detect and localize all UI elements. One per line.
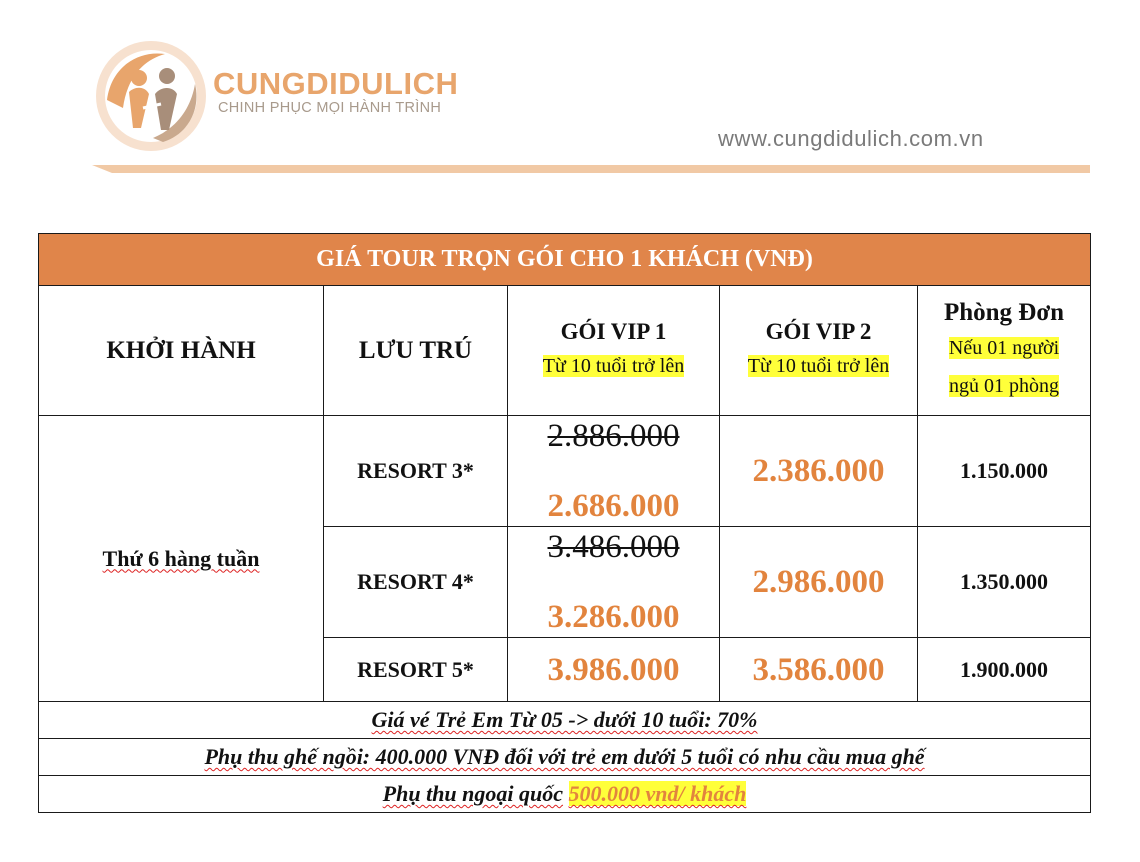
note-child-text: Giá vé Trẻ Em Từ 05 -> dưới 10 tuổi: 70% — [371, 707, 758, 732]
price-table — [38, 233, 1091, 813]
departure-cell — [39, 416, 324, 702]
vip1-old-price: 3.486.000 — [547, 529, 680, 565]
header-stay: LƯU TRÚ — [324, 286, 508, 416]
single-room-sub-2: ngủ 01 phòng — [949, 374, 1060, 397]
note-child-price — [39, 702, 1091, 739]
stay-cell: RESORT 4* — [324, 527, 508, 638]
brand-logo-icon — [93, 38, 209, 154]
brand-name: CUNGDIDULICH — [213, 66, 459, 101]
vip1-new-price: 2.686.000 — [547, 488, 680, 524]
header-vip1 — [508, 286, 720, 416]
departure-value: Thứ 6 hàng tuần — [102, 545, 260, 571]
note-seat-text: Phụ thu ghế ngồi: 400.000 VNĐ đối với trẻ em dưới 5 tuổi có nhu cầu mua ghế — [204, 744, 925, 769]
vip1-price-cell — [508, 527, 720, 638]
vip1-new-price: 3.286.000 — [547, 599, 680, 635]
header-single-room — [918, 286, 1091, 416]
note-foreign-prefix: Phụ thu ngoại quốc — [382, 781, 564, 806]
single-room-title: Phòng Đơn — [943, 298, 1065, 326]
vip1-title: GÓI VIP 1 — [560, 318, 667, 344]
single-room-sub-1: Nếu 01 người — [948, 336, 1060, 359]
vip2-title: GÓI VIP 2 — [765, 318, 872, 344]
vip1-price-cell — [508, 416, 720, 527]
single-room-price: 1.150.000 — [918, 416, 1091, 527]
single-room-price: 1.350.000 — [918, 527, 1091, 638]
header-departure: KHỞI HÀNH — [39, 286, 324, 416]
stay-cell: RESORT 3* — [324, 416, 508, 527]
header-divider — [92, 165, 1090, 173]
stay-cell: RESORT 5* — [324, 638, 508, 702]
vip1-price: 3.986.000 — [508, 638, 720, 702]
website-url: www.cungdidulich.com.vn — [718, 126, 984, 151]
note-foreign-value: 500.000 vnd/ khách — [568, 781, 747, 806]
single-room-price: 1.900.000 — [918, 638, 1091, 702]
vip2-price: 2.386.000 — [720, 416, 918, 527]
note-foreign-surcharge — [39, 776, 1091, 813]
vip1-old-price: 2.886.000 — [547, 418, 680, 454]
table-row — [39, 416, 1091, 527]
vip2-price: 2.986.000 — [720, 527, 918, 638]
note-seat-surcharge — [39, 739, 1091, 776]
vip2-price: 3.586.000 — [720, 638, 918, 702]
vip2-subtitle: Từ 10 tuổi trở lên — [747, 354, 890, 377]
table-title: GIÁ TOUR TRỌN GÓI CHO 1 KHÁCH (VNĐ) — [39, 234, 1091, 286]
brand-tagline: CHINH PHỤC MỌI HÀNH TRÌNH — [218, 100, 442, 116]
vip1-subtitle: Từ 10 tuổi trở lên — [542, 354, 685, 377]
header-vip2 — [720, 286, 918, 416]
